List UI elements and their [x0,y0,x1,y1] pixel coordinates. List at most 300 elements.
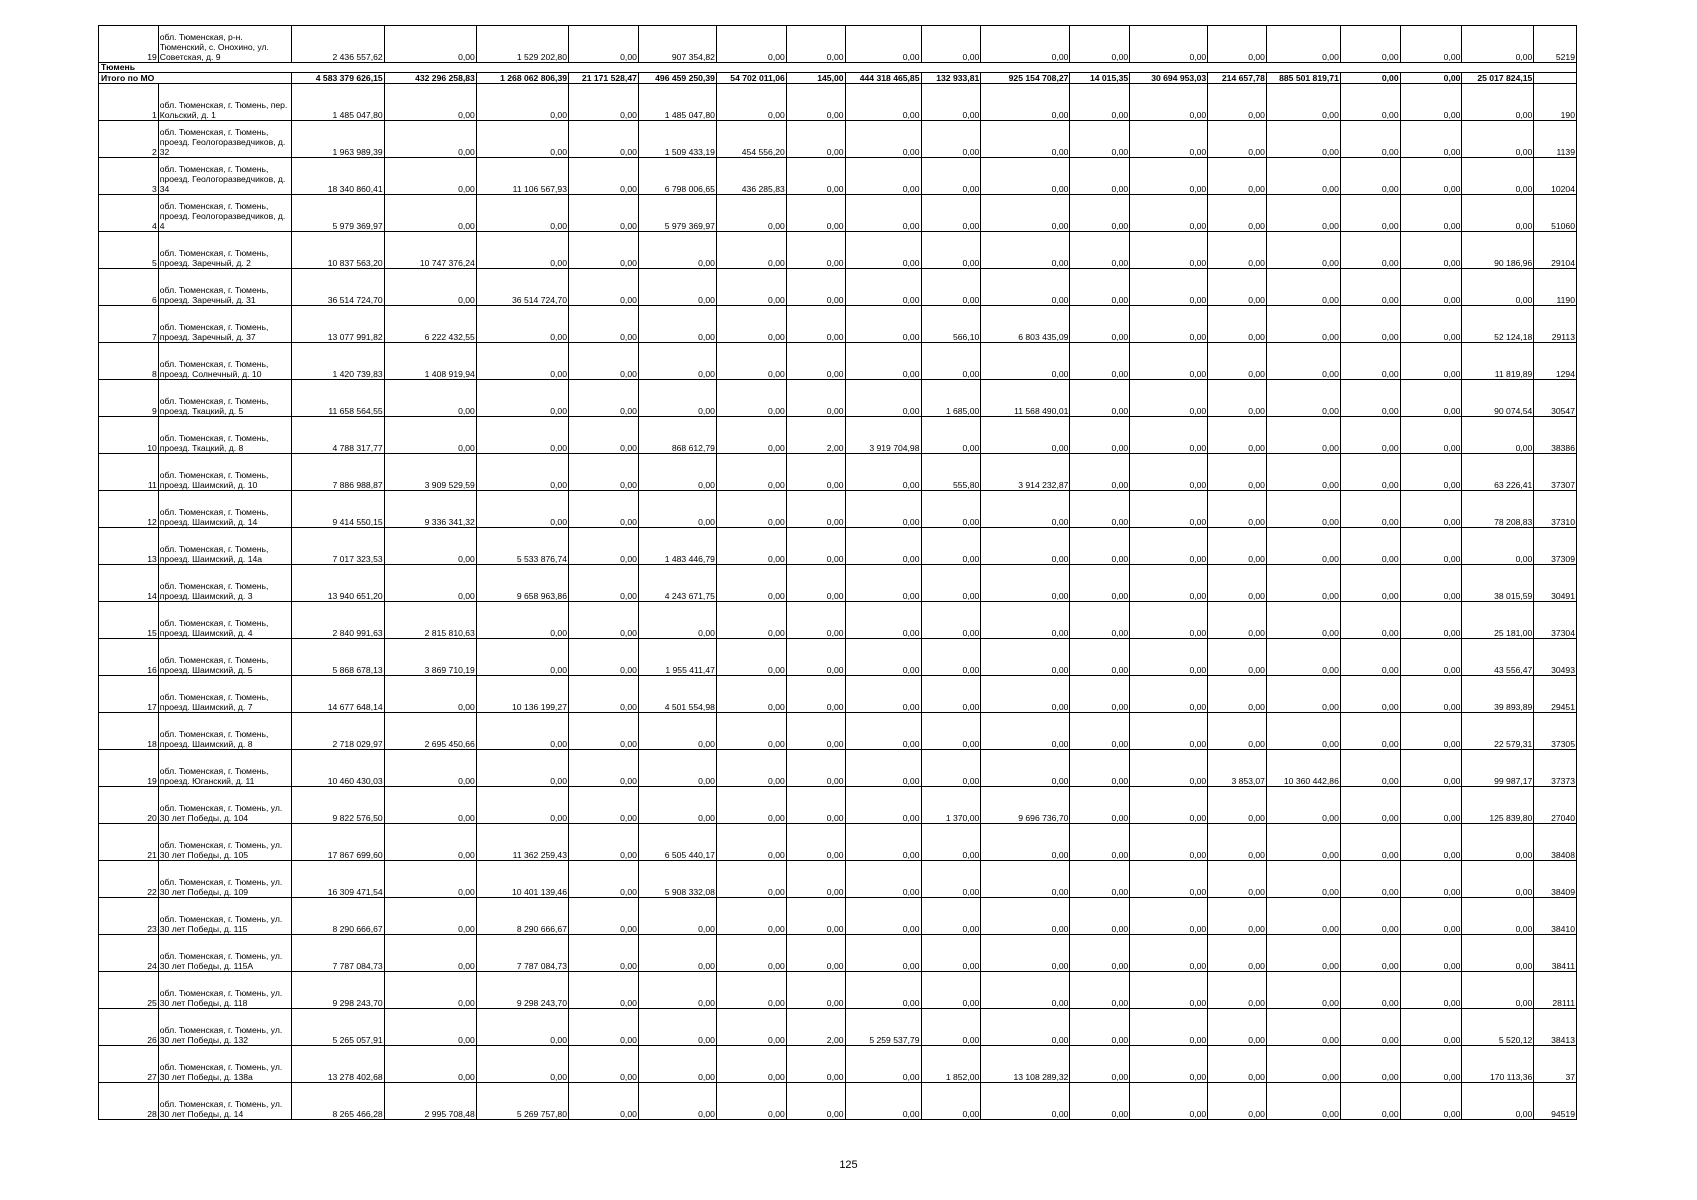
value-cell: 0,00 [476,306,568,343]
value-cell: 0,00 [476,1046,568,1083]
row-number: 15 [99,602,159,639]
value-cell: 0,00 [981,528,1070,565]
value-cell: 38409 [1534,861,1577,898]
value-cell: 0,00 [1400,1009,1462,1046]
value-cell: 0,00 [1400,26,1462,63]
value-cell: 0,00 [1266,528,1340,565]
value-cell: 0,00 [786,454,845,491]
value-cell: 0,00 [1130,565,1208,602]
value-cell: 2 436 557,62 [292,26,384,63]
value-cell: 0,00 [384,676,476,713]
value-cell: 0,00 [1266,417,1340,454]
value-cell: 0,00 [1340,195,1400,232]
value-cell: 0,00 [1208,306,1267,343]
value-cell: 190 [1534,84,1577,121]
value-cell: 0,00 [1266,1046,1340,1083]
value-cell: 5 265 057,91 [292,1009,384,1046]
value-cell: 5219 [1534,26,1577,63]
value-cell: 5 259 537,79 [845,1009,921,1046]
value-cell: 0,00 [921,639,981,676]
address-cell: обл. Тюменская, г. Тюмень, ул. 30 лет Победы, д. 132 [158,1009,292,1046]
value-cell: 0,00 [1266,935,1340,972]
value-cell: 0,00 [638,1083,716,1120]
row-number: 20 [99,787,159,824]
value-cell: 0,00 [476,195,568,232]
value-cell: 0,00 [786,343,845,380]
row-number: 12 [99,491,159,528]
value-cell: 0,00 [716,639,786,676]
value-cell: 0,00 [384,750,476,787]
value-cell: 1 485 047,80 [638,84,716,121]
value-cell: 0,00 [716,343,786,380]
value-cell: 0,00 [1400,1046,1462,1083]
value-cell: 14 677 648,14 [292,676,384,713]
value-cell: 0,00 [716,1009,786,1046]
value-cell: 0,00 [921,26,981,63]
value-cell: 3 853,07 [1208,750,1267,787]
value-cell: 0,00 [716,232,786,269]
value-cell: 0,00 [1340,898,1400,935]
row-number: 25 [99,972,159,1009]
value-cell: 0,00 [845,232,921,269]
row-number: 28 [99,1083,159,1120]
value-cell: 1 485 047,80 [292,84,384,121]
value-cell: 0,00 [921,269,981,306]
table-row [99,121,1577,158]
value-cell: 0,00 [716,528,786,565]
total-value: 21 171 528,47 [569,73,639,84]
value-cell: 0,00 [1208,639,1267,676]
value-cell: 0,00 [716,898,786,935]
value-cell: 0,00 [1130,343,1208,380]
value-cell: 0,00 [1070,1009,1130,1046]
city-heading: Тюмень [99,63,1577,73]
value-cell: 0,00 [1400,232,1462,269]
total-value: 4 583 379 626,15 [292,73,384,84]
value-cell: 0,00 [569,158,639,195]
value-cell: 6 222 432,55 [384,306,476,343]
value-cell: 0,00 [476,491,568,528]
value-cell: 0,00 [921,750,981,787]
value-cell: 10 136 199,27 [476,676,568,713]
value-cell: 566,10 [921,306,981,343]
value-cell: 0,00 [1208,676,1267,713]
value-cell: 0,00 [921,972,981,1009]
value-cell: 2 695 450,66 [384,713,476,750]
value-cell: 0,00 [1340,824,1400,861]
table-row [99,639,1577,676]
value-cell: 0,00 [1208,824,1267,861]
value-cell: 0,00 [1340,861,1400,898]
value-cell: 0,00 [1070,565,1130,602]
value-cell: 0,00 [384,158,476,195]
value-cell: 0,00 [1130,639,1208,676]
value-cell: 5 979 369,97 [638,195,716,232]
value-cell: 10 401 139,46 [476,861,568,898]
value-cell: 37304 [1534,602,1577,639]
value-cell: 0,00 [1208,1046,1267,1083]
table-row [99,232,1577,269]
value-cell: 1 483 446,79 [638,528,716,565]
value-cell: 9 414 550,15 [292,491,384,528]
value-cell: 0,00 [1130,195,1208,232]
table-row [99,1083,1577,1120]
value-cell: 0,00 [638,602,716,639]
value-cell: 0,00 [1340,232,1400,269]
value-cell: 0,00 [638,750,716,787]
value-cell: 0,00 [384,121,476,158]
value-cell: 0,00 [1070,195,1130,232]
value-cell: 0,00 [1462,898,1534,935]
value-cell: 0,00 [1266,380,1340,417]
value-cell: 5 868 678,13 [292,639,384,676]
address-cell: обл. Тюменская, р-н. Тюменский, с. Онохино, ул. Советская, д. 9 [158,26,292,63]
value-cell: 0,00 [569,528,639,565]
value-cell: 38411 [1534,935,1577,972]
value-cell: 0,00 [845,158,921,195]
value-cell: 0,00 [716,972,786,1009]
value-cell: 0,00 [1130,528,1208,565]
value-cell: 0,00 [921,417,981,454]
value-cell: 0,00 [1266,602,1340,639]
value-cell: 0,00 [845,454,921,491]
value-cell: 13 077 991,82 [292,306,384,343]
value-cell: 0,00 [786,158,845,195]
value-cell: 0,00 [921,565,981,602]
value-cell: 10204 [1534,158,1577,195]
value-cell: 0,00 [1266,454,1340,491]
value-cell: 0,00 [1070,713,1130,750]
value-cell: 0,00 [1070,898,1130,935]
value-cell: 0,00 [1266,158,1340,195]
value-cell: 0,00 [1340,269,1400,306]
value-cell: 9 822 576,50 [292,787,384,824]
value-cell: 0,00 [845,84,921,121]
value-cell: 0,00 [1462,824,1534,861]
value-cell: 0,00 [845,343,921,380]
address-cell: обл. Тюменская, г. Тюмень, проезд. Геологоразведчиков, д. 34 [158,158,292,195]
value-cell: 0,00 [716,84,786,121]
value-cell: 0,00 [845,195,921,232]
value-cell: 0,00 [1400,750,1462,787]
table-row [99,528,1577,565]
value-cell: 0,00 [1266,306,1340,343]
row-number: 4 [99,195,159,232]
table-row [99,84,1577,121]
value-cell: 0,00 [981,491,1070,528]
value-cell: 0,00 [845,787,921,824]
value-cell: 0,00 [1400,565,1462,602]
value-cell: 0,00 [921,824,981,861]
value-cell: 0,00 [786,787,845,824]
value-cell: 0,00 [716,1083,786,1120]
value-cell: 0,00 [981,343,1070,380]
row-number: 7 [99,306,159,343]
city-heading-row [99,63,1577,73]
value-cell: 29104 [1534,232,1577,269]
value-cell: 0,00 [716,565,786,602]
value-cell: 0,00 [981,565,1070,602]
value-cell: 0,00 [569,232,639,269]
address-cell: обл. Тюменская, г. Тюмень, ул. 30 лет Победы, д. 115 [158,898,292,935]
value-cell: 0,00 [1070,787,1130,824]
value-cell: 0,00 [786,565,845,602]
value-cell: 0,00 [981,158,1070,195]
row-number: 24 [99,935,159,972]
value-cell: 99 987,17 [1462,750,1534,787]
value-cell: 38 015,59 [1462,565,1534,602]
value-cell: 0,00 [1266,861,1340,898]
value-cell: 0,00 [1208,491,1267,528]
value-cell: 0,00 [921,898,981,935]
value-cell: 9 298 243,70 [476,972,568,1009]
value-cell: 0,00 [1070,750,1130,787]
value-cell: 0,00 [1070,380,1130,417]
value-cell: 0,00 [1400,343,1462,380]
value-cell: 555,80 [921,454,981,491]
value-cell: 0,00 [981,84,1070,121]
value-cell: 0,00 [1400,787,1462,824]
value-cell: 10 360 442,86 [1266,750,1340,787]
value-cell: 7 787 084,73 [292,935,384,972]
value-cell: 2,00 [786,417,845,454]
value-cell: 0,00 [1130,26,1208,63]
value-cell: 0,00 [1340,306,1400,343]
table-row [99,1009,1577,1046]
value-cell: 0,00 [1070,676,1130,713]
value-cell: 11 106 567,93 [476,158,568,195]
value-cell: 0,00 [1462,935,1534,972]
value-cell: 1 370,00 [921,787,981,824]
value-cell: 0,00 [569,824,639,861]
value-cell: 0,00 [384,898,476,935]
value-cell: 0,00 [569,1009,639,1046]
value-cell: 0,00 [1130,1009,1208,1046]
value-cell: 0,00 [845,861,921,898]
value-cell: 0,00 [638,491,716,528]
value-cell: 0,00 [638,343,716,380]
value-cell: 0,00 [1400,713,1462,750]
table-row [99,158,1577,195]
value-cell: 22 579,31 [1462,713,1534,750]
value-cell: 29113 [1534,306,1577,343]
value-cell: 0,00 [1070,861,1130,898]
page-number: 125 [839,1159,858,1171]
value-cell: 0,00 [476,639,568,676]
value-cell: 0,00 [1266,343,1340,380]
total-value: 1 268 062 806,39 [476,73,568,84]
value-cell: 0,00 [569,639,639,676]
value-cell: 1 408 919,94 [384,343,476,380]
value-cell: 0,00 [1208,380,1267,417]
value-cell: 0,00 [1070,232,1130,269]
value-cell: 17 867 699,60 [292,824,384,861]
value-cell: 0,00 [716,824,786,861]
value-cell: 0,00 [716,676,786,713]
value-cell: 1 852,00 [921,1046,981,1083]
value-cell: 0,00 [981,195,1070,232]
row-number: 27 [99,1046,159,1083]
table-row [99,269,1577,306]
value-cell: 38408 [1534,824,1577,861]
value-cell: 0,00 [476,713,568,750]
value-cell: 36 514 724,70 [292,269,384,306]
value-cell: 0,00 [786,121,845,158]
total-value: 0,00 [1400,73,1462,84]
value-cell: 0,00 [1400,84,1462,121]
value-cell: 9 658 963,86 [476,565,568,602]
value-cell: 0,00 [845,602,921,639]
value-cell: 29451 [1534,676,1577,713]
value-cell: 0,00 [1462,84,1534,121]
row-number: 2 [99,121,159,158]
row-number: 17 [99,676,159,713]
value-cell: 5 908 332,08 [638,861,716,898]
value-cell: 0,00 [786,306,845,343]
value-cell: 0,00 [638,269,716,306]
value-cell: 0,00 [786,972,845,1009]
value-cell: 0,00 [1130,750,1208,787]
value-cell: 0,00 [1070,158,1130,195]
value-cell: 0,00 [786,676,845,713]
value-cell: 0,00 [569,750,639,787]
value-cell: 0,00 [1340,972,1400,1009]
value-cell: 0,00 [921,1009,981,1046]
value-cell: 0,00 [1130,972,1208,1009]
value-cell: 0,00 [786,639,845,676]
value-cell: 0,00 [569,269,639,306]
table-row [99,750,1577,787]
table-row [99,454,1577,491]
value-cell: 1 955 411,47 [638,639,716,676]
value-cell: 0,00 [1130,787,1208,824]
value-cell: 0,00 [1340,676,1400,713]
value-cell: 0,00 [845,380,921,417]
value-cell: 0,00 [1400,195,1462,232]
value-cell: 0,00 [1130,158,1208,195]
address-cell: обл. Тюменская, г. Тюмень, проезд. Солнечный, д. 10 [158,343,292,380]
value-cell: 0,00 [1266,195,1340,232]
value-cell: 4 243 671,75 [638,565,716,602]
value-cell: 0,00 [1340,787,1400,824]
value-cell: 0,00 [1340,121,1400,158]
address-cell: обл. Тюменская, г. Тюмень, проезд. Шаимский, д. 10 [158,454,292,491]
address-cell: обл. Тюменская, г. Тюмень, проезд. Заречный, д. 31 [158,269,292,306]
value-cell: 0,00 [845,565,921,602]
value-cell: 2 815 810,63 [384,602,476,639]
register-table [98,25,1577,1120]
value-cell: 0,00 [1340,528,1400,565]
value-cell: 0,00 [1070,972,1130,1009]
value-cell: 0,00 [476,121,568,158]
value-cell: 1139 [1534,121,1577,158]
value-cell: 51060 [1534,195,1577,232]
value-cell: 0,00 [476,84,568,121]
value-cell: 78 208,83 [1462,491,1534,528]
value-cell: 0,00 [1130,491,1208,528]
value-cell: 0,00 [384,565,476,602]
value-cell: 16 309 471,54 [292,861,384,898]
row-number: 1 [99,84,159,121]
value-cell: 0,00 [716,491,786,528]
value-cell: 0,00 [384,1009,476,1046]
address-cell: обл. Тюменская, г. Тюмень, проезд. Юганский, д. 11 [158,750,292,787]
value-cell: 0,00 [638,1009,716,1046]
value-cell: 0,00 [786,195,845,232]
value-cell: 0,00 [1340,1083,1400,1120]
value-cell: 0,00 [845,639,921,676]
value-cell: 0,00 [1208,528,1267,565]
value-cell: 0,00 [786,1083,845,1120]
value-cell: 0,00 [845,491,921,528]
value-cell: 0,00 [921,713,981,750]
value-cell: 0,00 [716,861,786,898]
value-cell: 0,00 [981,417,1070,454]
value-cell: 13 278 402,68 [292,1046,384,1083]
value-cell: 0,00 [1340,84,1400,121]
value-cell: 0,00 [1340,602,1400,639]
value-cell: 868 612,79 [638,417,716,454]
value-cell: 0,00 [1462,972,1534,1009]
value-cell: 0,00 [1208,1083,1267,1120]
value-cell: 0,00 [384,824,476,861]
value-cell: 0,00 [845,26,921,63]
value-cell: 30491 [1534,565,1577,602]
total-label: Итого по МО [99,73,292,84]
value-cell: 0,00 [921,602,981,639]
value-cell: 0,00 [384,269,476,306]
value-cell: 9 336 341,32 [384,491,476,528]
value-cell: 0,00 [1208,713,1267,750]
value-cell: 0,00 [1266,84,1340,121]
value-cell: 0,00 [1070,491,1130,528]
value-cell: 0,00 [845,121,921,158]
value-cell: 5 520,12 [1462,1009,1534,1046]
value-cell: 0,00 [476,602,568,639]
value-cell: 0,00 [1070,1046,1130,1083]
table-row [99,898,1577,935]
value-cell: 0,00 [1130,861,1208,898]
value-cell: 436 285,83 [716,158,786,195]
value-cell: 0,00 [1340,1046,1400,1083]
table-row [99,713,1577,750]
value-cell: 0,00 [1070,417,1130,454]
value-cell: 0,00 [981,972,1070,1009]
value-cell: 0,00 [1462,195,1534,232]
value-cell: 37 [1534,1046,1577,1083]
value-cell: 0,00 [569,713,639,750]
value-cell: 1190 [1534,269,1577,306]
value-cell: 0,00 [1400,861,1462,898]
address-cell: обл. Тюменская, г. Тюмень, проезд. Шаимский, д. 5 [158,639,292,676]
value-cell: 18 340 860,41 [292,158,384,195]
value-cell: 0,00 [1340,26,1400,63]
total-value: 30 694 953,03 [1130,73,1208,84]
value-cell: 0,00 [981,898,1070,935]
value-cell: 0,00 [1400,269,1462,306]
value-cell: 0,00 [786,26,845,63]
value-cell: 0,00 [638,787,716,824]
total-value: 885 501 819,71 [1266,73,1340,84]
value-cell: 0,00 [1340,158,1400,195]
value-cell: 10 460 430,03 [292,750,384,787]
address-cell: обл. Тюменская, г. Тюмень, проезд. Заречный, д. 2 [158,232,292,269]
value-cell: 0,00 [716,380,786,417]
value-cell: 0,00 [569,417,639,454]
value-cell: 0,00 [384,417,476,454]
value-cell: 0,00 [1070,121,1130,158]
value-cell: 0,00 [921,861,981,898]
